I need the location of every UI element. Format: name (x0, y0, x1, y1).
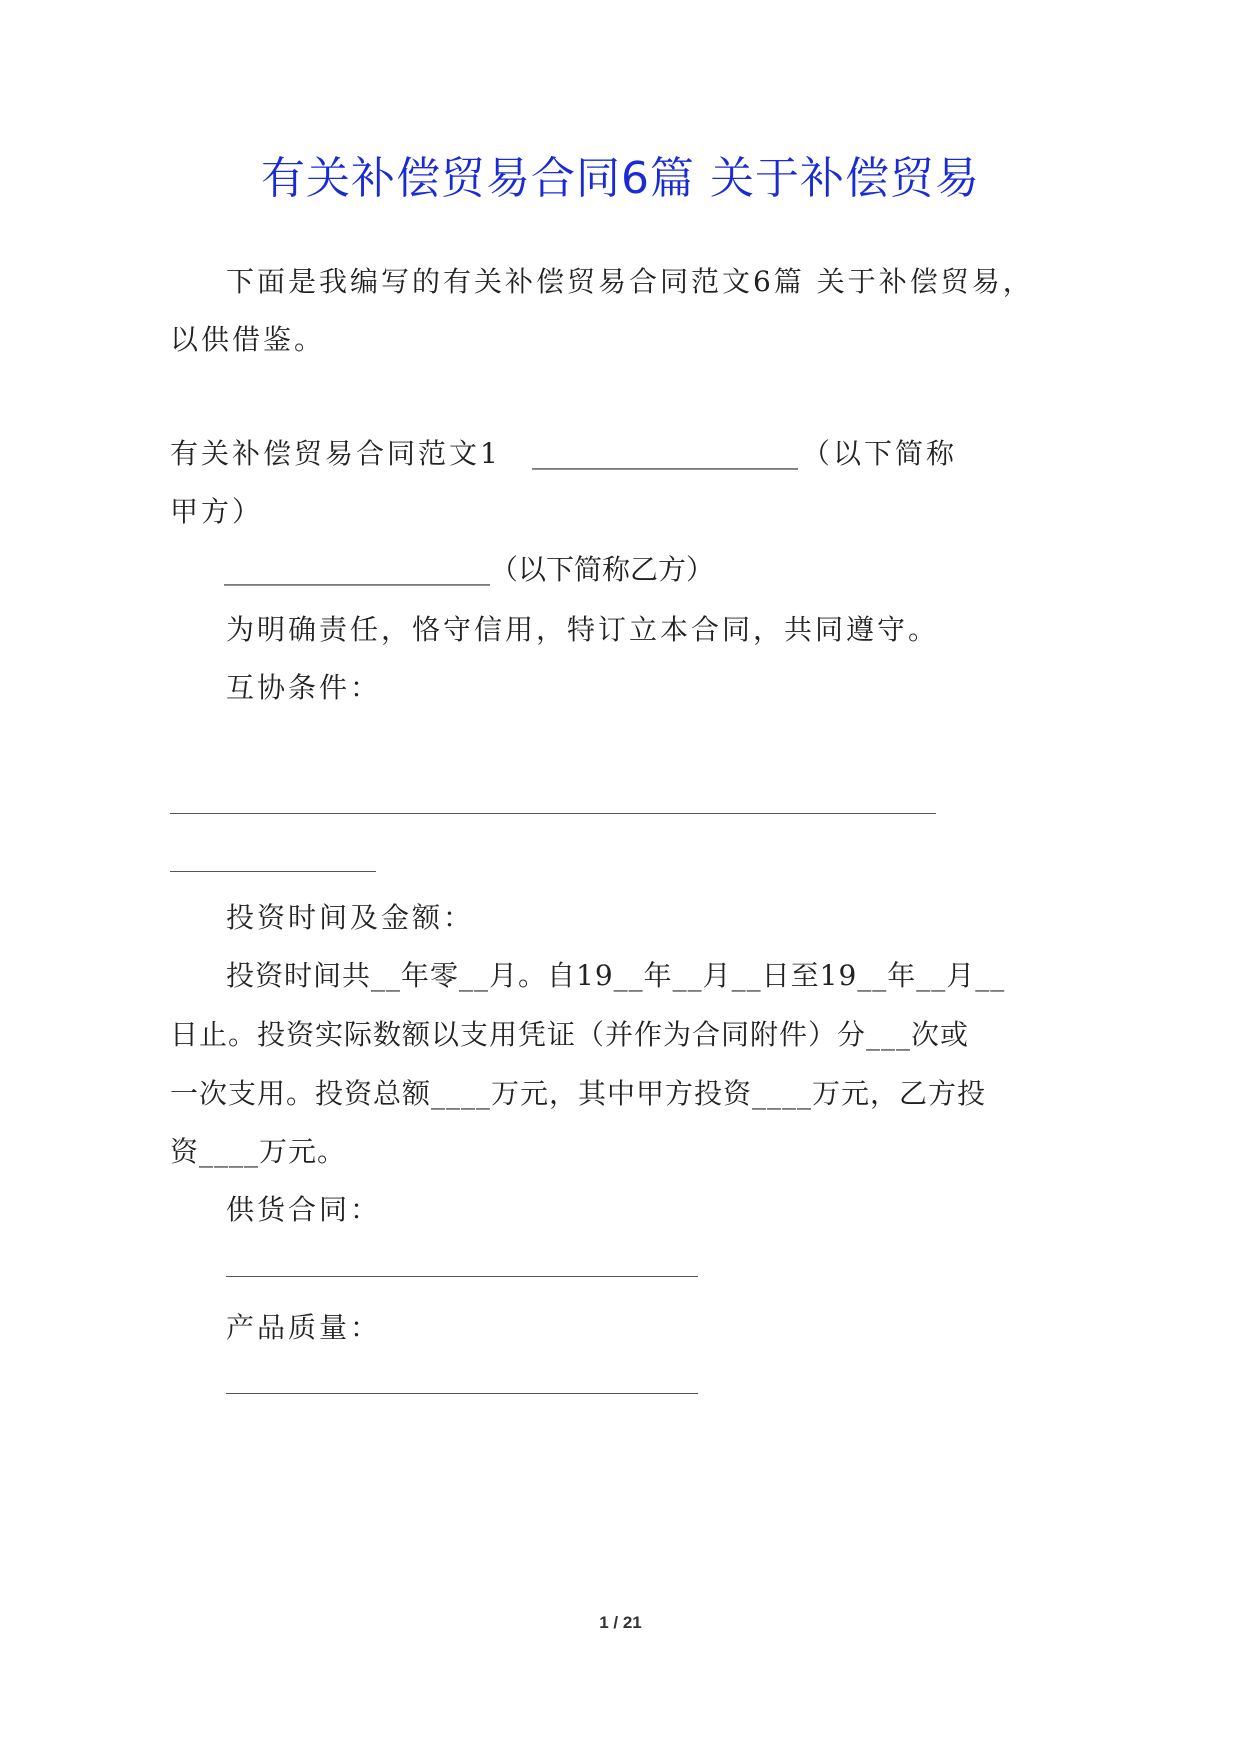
investment-paragraph-line-2: 日止。投资实际数额以支用凭证（并作为合同附件）分___次或 (170, 1018, 970, 1051)
product-quality-blank-line (226, 1393, 698, 1394)
purpose-statement: 为明确责任，恪守信用，特订立本合同，共同遵守。 (226, 613, 940, 646)
mutual-terms-label: 互协条件： (226, 671, 382, 704)
party-b-line: ___________________（以下简称乙方） (224, 553, 715, 586)
party-a-line-2: 甲方） (170, 495, 264, 528)
section-1-heading: 有关补偿贸易合同范文1 (170, 437, 501, 470)
product-quality-label: 产品质量： (226, 1311, 382, 1344)
investment-paragraph-line-1: 投资时间共__年零__月。自19__年__月__日至19__年__月__ (226, 959, 1006, 992)
party-a-suffix: （以下简称 (802, 437, 958, 470)
page-indicator: 1 / 21 (599, 1613, 642, 1632)
blank-rule-line (170, 813, 936, 814)
intro-paragraph-line-2: 以供借鉴。 (170, 323, 326, 356)
document-title: 有关补偿贸易合同6篇 关于补偿贸易 (261, 153, 980, 204)
supply-contract-blank-line (226, 1276, 698, 1277)
investment-label: 投资时间及金额： (226, 901, 475, 934)
investment-paragraph-line-4: 资____万元。 (170, 1135, 347, 1168)
supply-contract-label: 供货合同： (226, 1193, 382, 1226)
investment-paragraph-line-3: 一次支用。投资总额____万元，其中甲方投资____万元，乙方投 (170, 1077, 987, 1110)
intro-paragraph-line-1: 下面是我编写的有关补偿贸易合同范文6篇 关于补偿贸易， (226, 265, 1034, 298)
party-a-blank: ___________________ (532, 437, 798, 470)
blank-rule-line-short (170, 871, 376, 872)
